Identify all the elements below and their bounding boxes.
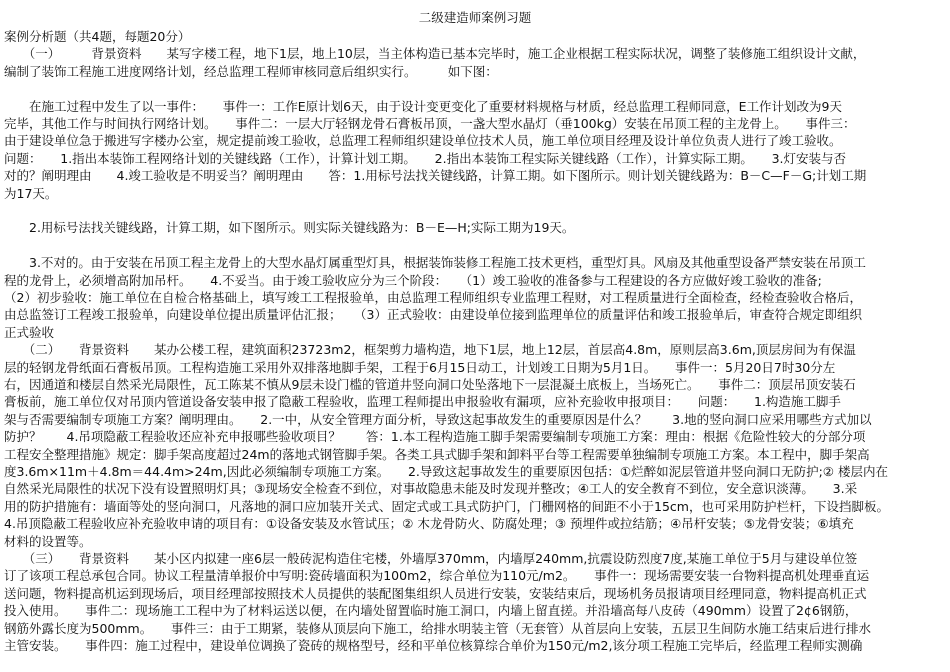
text-line: 工程安全整理措施》规定：脚手架高度超过24m的落地式钢管脚手架。各类工具式脚手架和卸料平台等工程需要单独编制专项施工方案。本工程中，脚手架高 [4, 446, 870, 462]
text-line: （一） 背景资料 某写字楼工程，地下1层，地上10层，当主体构造已基本完毕时，施工企业根据工程实际状况，调整了装修施工组织设计文献， [4, 46, 866, 62]
text-line: 2.用标号法找关键线路，计算工期，如下图所示。则实际关键线路为：B－E—H;实际工期为19天。 [4, 220, 575, 236]
text-line: 4.吊顶隐蔽工程验收应补充验收申请的项目有：①设备安装及水管试压；② 木龙骨防火、防腐处理；③ 预埋件或拉结筋；④吊杆安装；⑤龙骨安装；⑥填充 [4, 516, 854, 532]
text-line: 完毕，其他工作与时间执行网络计划。 事件二：一层大厅轻钢龙骨石膏板吊顶，一盏大型水晶灯（垂100kg）安装在吊顶工程的主龙骨上。 事件三： [4, 116, 856, 131]
text-line: 右，因通道和楼层自然采光局限性，瓦工陈某不慎从9层未设门槛的管道井竖向洞口处坠落地下一层混凝土底板上，当场死亡。 事件二：顶层吊顶安装石 [4, 377, 856, 392]
text-line: 防护？ 4.吊项隐蔽工程验收还应补充申报哪些验收项目？ 答：1.本工程构造施工脚手架需要编制专项施工方案：理由：根据《危险性较大的分部分项 [4, 429, 866, 445]
text-line: 3.不对的。由于安装在吊顶工程主龙骨上的大型水晶灯属重型灯具，根据装饰装修工程施工技术更档，重型灯具。风扇及其他重型设备严禁安装在吊顶工 [4, 255, 866, 271]
text-line: （二） 背景资料 某办公楼工程，建筑面积23723m2，框架剪力墙构造，地下1层，地上12层，首层高4.8m，原则层高3.6m,顶层房间为有保温 [4, 342, 856, 358]
text-line: 投入使用。 事件二：现场施工工程中为了材料运送以便，在内墙处留置临时施工洞口，内墙上留直搓。并沿墙高每八皮砖（490mm）设置了2¢6钢筋， [4, 603, 858, 619]
text-line: 层的轻钢龙骨纸面石膏板吊顶。工程构造施工采用外双排落地脚手架，工程于6月15日动工，计划竣工日期为5月1日。 事件一：5月20日7时30分左 [4, 359, 836, 375]
text-line: 对的？阐明理由 4.竣工验收是不明妥当？阐明理由 答：1.用标号法找关键线路，计算工期。如下图所示。则计划关键线路为：B－C—F－G;计划工期 [4, 168, 867, 184]
text-line: 自然采光局限性的状况下没有设置照明灯具；③现场安全检查不到位，对事故隐患未能及时发现并整改；④工人的安全教育不到位，安全意识淡薄。 3.采 [4, 481, 858, 497]
text-line: 订了该项工程总承包合同。协议工程量清单报价中写明:瓷砖墙面积为100m2，综合单位为110元/m2。 事件一：现场需要安装一台物料提高机处理垂直运 [4, 568, 870, 584]
text-line: 膏板前，施工单位仅对吊顶内管道设备安装申报了隐蔽工程验收，监理工程师提出申报验收有漏项，应补充验收申报项目： 问题： 1.构造施工脚手 [4, 394, 841, 410]
text-line: 正式验收 [4, 324, 55, 340]
text-line: 由于建设单位急于搬进写字楼办公室，规定提前竣工验收，总监理工程师组织建设单位技术人员，施工单位项目经理及设计单位负责人进行了竣工验收。 [4, 133, 842, 149]
text-line: 架与否需要编制专项施工方案？阐明理由。 2.一中，从安全管理方面分析，导致这起事故发生的重要原因是什么？ 3.地的竖向洞口应采用哪些方式加以 [4, 411, 872, 427]
text-line: 度3.6m×11m＋4.8m＝44.4m>24m,因此必须编制专项施工方案。 2.导致这起事故发生的重要原因包括：①烂醉如泥层管道井竖向洞口无防护;② 楼层内在 [4, 464, 888, 479]
text-line: （2）初步验收：施工单位在自检合格基础上，填写竣工工程报验单，由总监理工程师组织专业监理工程财，对工程质量进行全面检查，经检查验收合格后， [4, 290, 862, 305]
text-line: 材料的设置等。 [4, 533, 92, 549]
text-line: 问题： 1.指出本装饰工程网络计划的关键线路（工作），计算计划工期。 2.指出本装饰工程实际关键线路（工作），计算实际工期。 3.灯安装与否 [4, 150, 847, 166]
text-line: 由总监签订工程竣工报验单，向建设单位提出质量评估汇报； （3）正式验收：由建设单位接到监理单位的质量评估和竣工报验单后，审查符合规定即组织 [4, 307, 862, 323]
text-line: 案例分析题（共4题，每题20分） [4, 29, 191, 44]
text-line: 为17天。 [4, 185, 58, 201]
text-line: 编制了装饰工程施工进度网络计划，经总监理工程师审核同意后组织实行。 如下图： [4, 63, 498, 79]
text-line: （三） 背景资料 某小区内拟建一座6层一般砖泥构造住宅楼，外墙厚370mm，内墙厚240mm,抗震设防烈度7度,某施工单位于5月与建设单位签 [4, 551, 858, 566]
text-line: 钢筋外露长度为500mm。 事件三：由于工期紧，装修从顶层向下施工，给排水明装主管（无套管）从首层向上安装，五层卫生间防水施工结束后进行排水 [4, 620, 871, 636]
text-line: 送问题，物料提高机运到现场后，项目经理部按照技术人员提供的装配图集组织人员进行安装，安装结束后，现场机务员报请项目经理同意，物料提高机正式 [4, 585, 867, 601]
text-line: 程的龙骨上，必须增高附加吊杆。 4.不妥当。由于竣工验收应分为三个阶段： （1）竣工验收的准备参与工程建设的各方应做好竣工验收的准备; [4, 272, 822, 288]
text-line: 用的防护措施有：墙面等处的竖向洞口，凡落地的洞口应加装开关式、固定式或工具式防护门，门栅网格的间距不小于15cm，也可采用防护栏杆，下设挡脚板。 [4, 498, 889, 514]
document-title: 二级建造师案例习题 [418, 10, 532, 25]
text-line: 在施工过程中发生了以一事件： 事件一：工作E原计划6天，由于设计变更变化了重要材料规格与材质，经总监理工程师同意，E工作计划改为9天 [4, 98, 842, 114]
text-line: 主管安装。 事件四：施工过程中，建设单位调换了瓷砖的规格型号，经和平单位核算综合单价为150元/m2,该分项工程施工完毕后，经监理工程师实测确 [4, 638, 863, 653]
